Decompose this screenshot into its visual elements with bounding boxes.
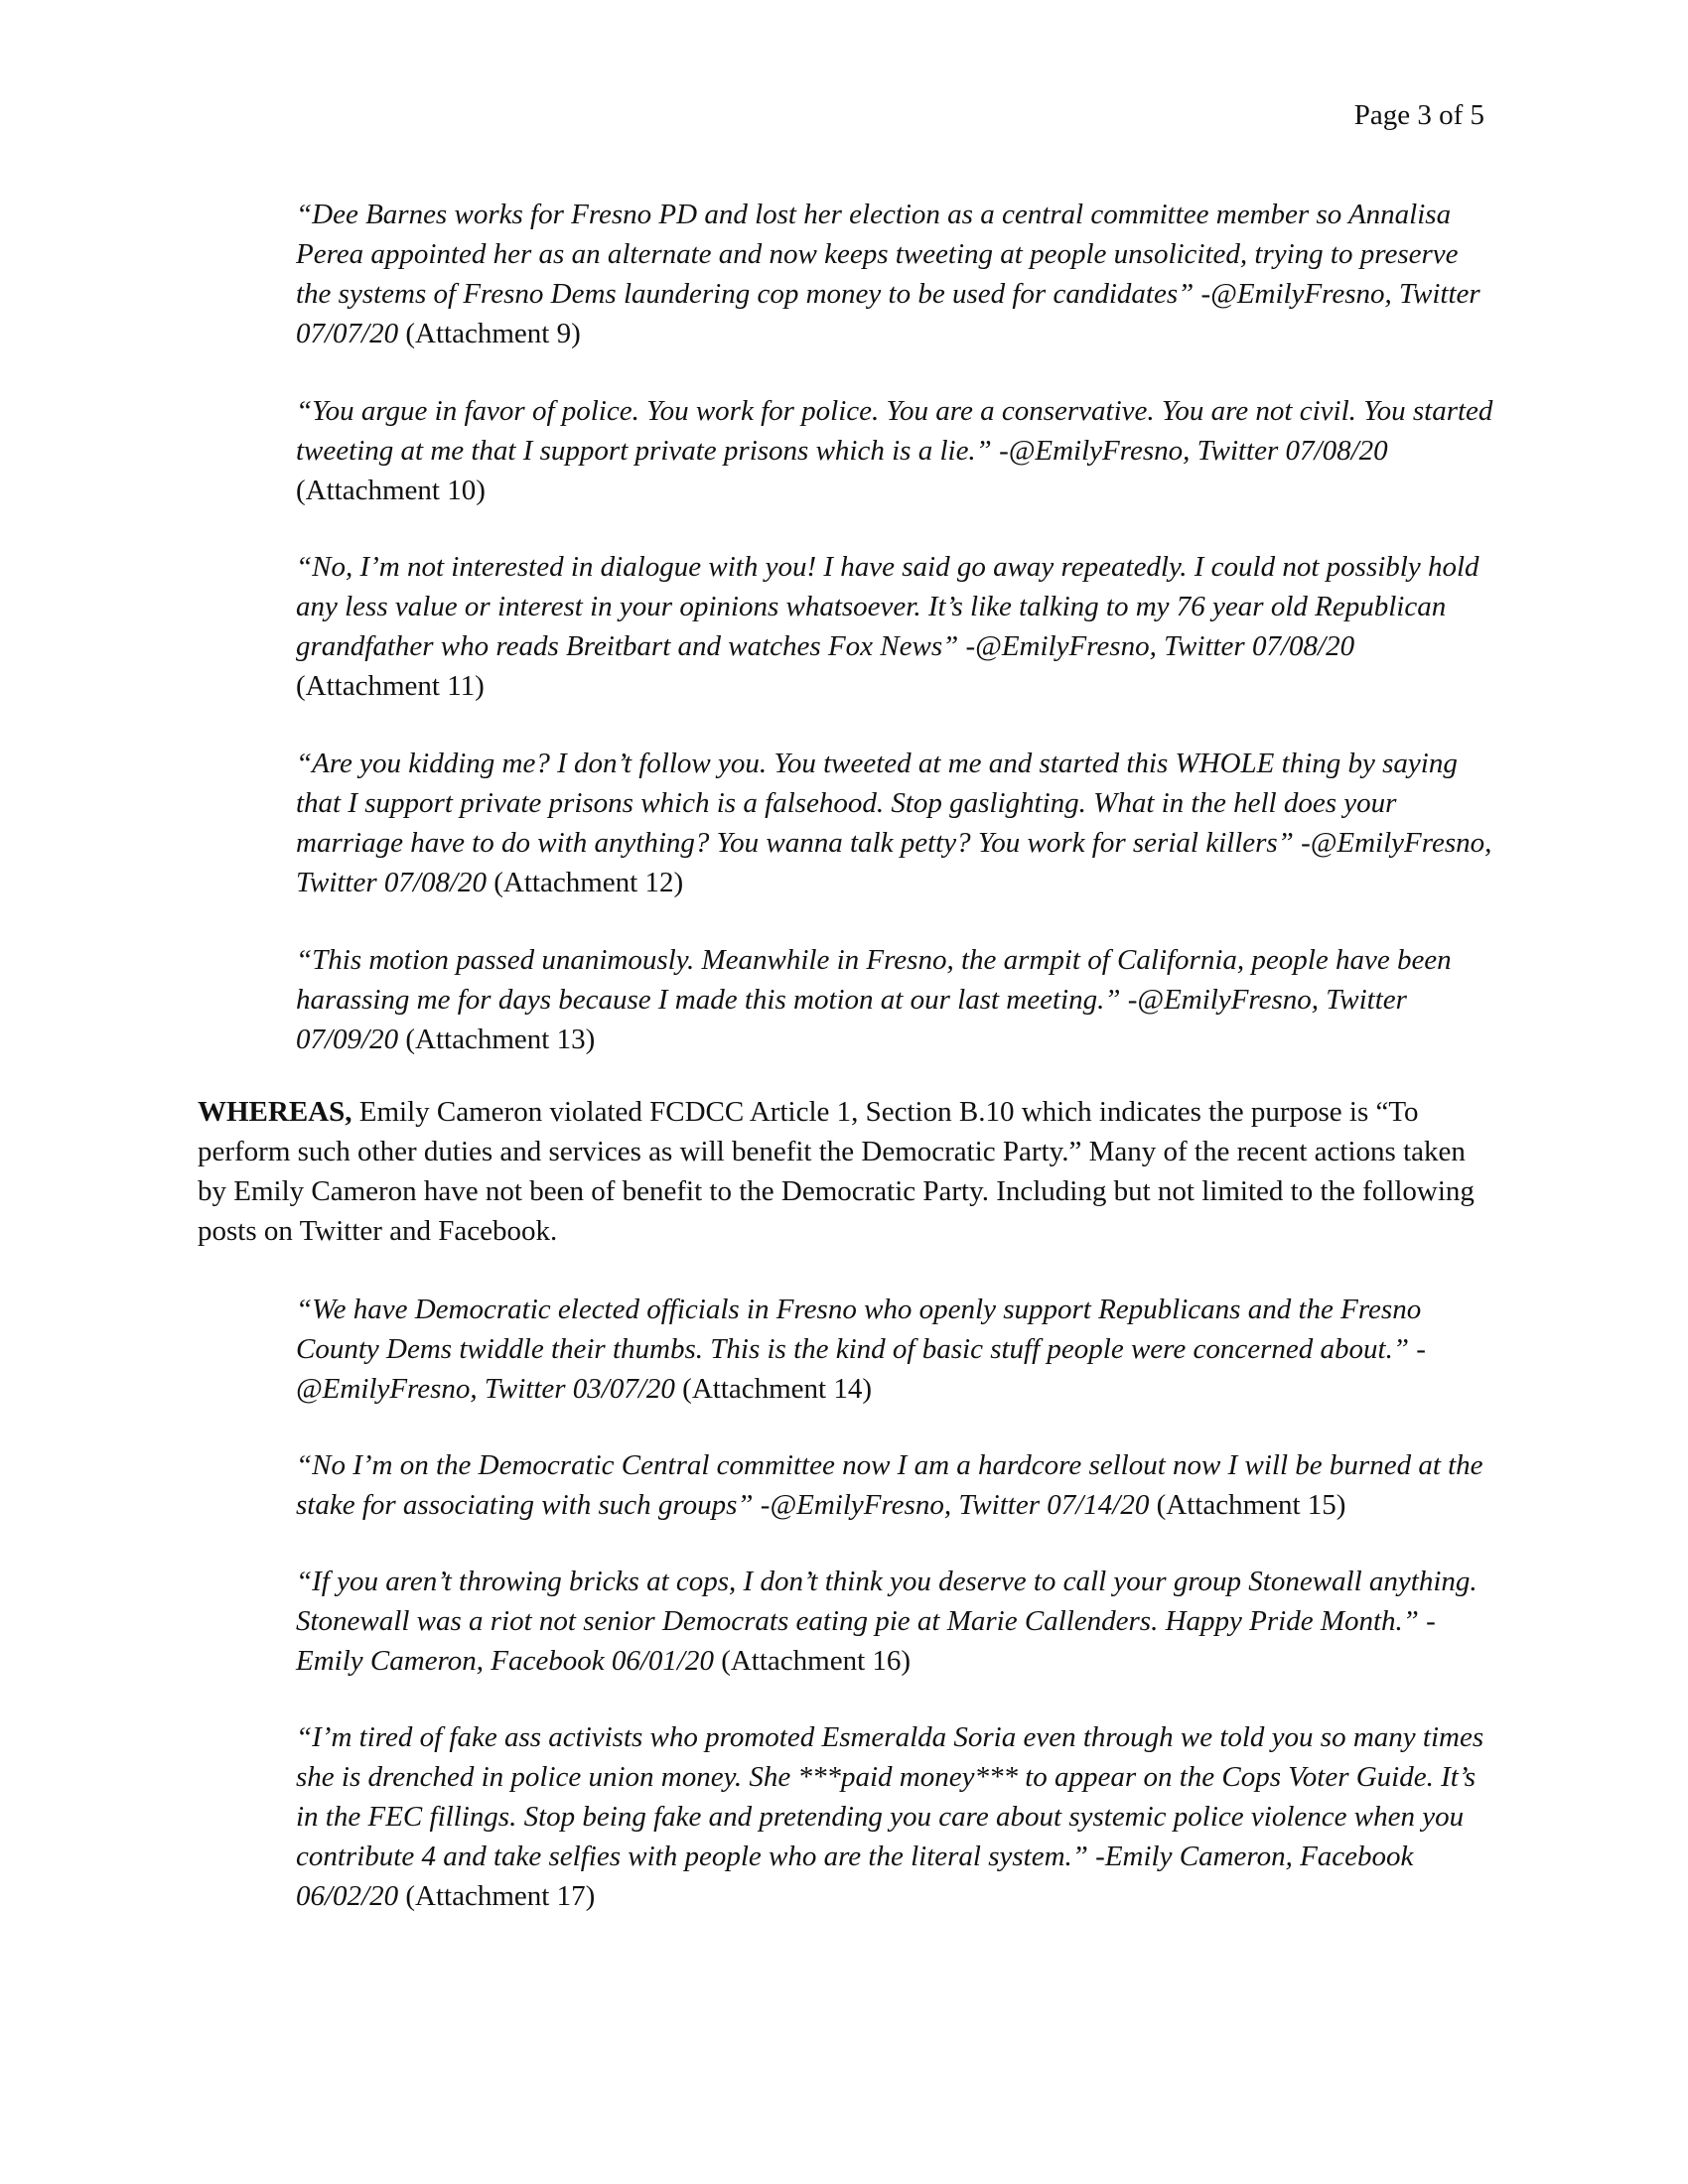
whereas-clause [198,1092,1498,1251]
quote-text: “No, I’m not interested in dialogue with you! I have said go away repeatedly. I could not possibly hold any less value or interest in your opinions whatsoever. It’s like talking to my 76 year old Republican grandfather who reads Breitbart and watches Fox News” -@EmilyFresno, Twitter 07/08/20 [296,551,1479,662]
attachment-reference: (Attachment 17) [405,1880,596,1912]
attachment-reference: (Attachment 11) [296,670,485,702]
attachment-reference: (Attachment 10) [296,475,486,506]
quote-text: “No I’m on the Democratic Central committee now I am a hardcore sellout now I will be burned at the stake for associating with such groups” -@EmilyFresno, Twitter 07/14/20 [296,1449,1483,1521]
attachment-reference: (Attachment 16) [721,1645,912,1677]
quote-text: “We have Democratic elected officials in Fresno who openly support Republicans and the Fresno County Dems twiddle their thumbs. This is the kind of basic stuff people were concerned about.” -@EmilyFresno, Twitter 03/07/20 [296,1294,1426,1405]
attachment-reference: (Attachment 15) [1156,1489,1346,1521]
whereas-body: Emily Cameron violated FCDCC Article 1, Section B.10 which indicates the purpose is “To perform such other duties and services as will benefit the Democratic Party.” Many of the recent actions taken by Emily Cameron have not been of benefit to the Democratic Party. Including but not limited to the following posts on Twitter and Facebook. [198,1096,1475,1247]
page-number: Page 3 of 5 [1353,99,1484,131]
attachment-reference: (Attachment 13) [405,1024,596,1055]
attachment-reference: (Attachment 14) [682,1373,873,1405]
quote-block [296,1290,1493,1409]
quote-text: “Dee Barnes works for Fresno PD and lost her election as a central committee member so Annalisa Perea appointed her as an alternate and now keeps tweeting at people unsolicited, trying to preserve the systems of Fresno Dems laundering cop money to be used for candidates” -@EmilyFresno, Twitter 07/07/20 [296,199,1480,349]
quote-text: “If you aren’t throwing bricks at cops, I don’t think you deserve to call your group Stonewall anything. Stonewall was a riot not senior Democrats eating pie at Marie Callenders. Happy Pride Month.” -Emily Cameron, Facebook 06/01/20 [296,1566,1477,1677]
quote-text: “You argue in favor of police. You work for police. You are a conservative. You are not civil. You started tweeting at me that I support private prisons which is a lie.” -@EmilyFresno, Twitter 07/08/20 [296,395,1493,467]
attachment-reference: (Attachment 9) [405,318,581,349]
quote-block [296,391,1493,510]
quote-block [296,1562,1493,1681]
whereas-lead: WHEREAS, [198,1096,352,1128]
quote-text: “Are you kidding me? I don’t follow you. You tweeted at me and started this WHOLE thing by saying that I support private prisons which is a falsehood. Stop gaslighting. What in the hell does your marriage have to do with anything? You wanna talk petty? You work for serial killers” -@EmilyFresno, Twitter 07/08/20 [296,748,1492,898]
quote-block [296,744,1493,902]
attachment-reference: (Attachment 12) [493,867,684,898]
quote-block [296,1717,1493,1916]
quote-block [296,195,1493,353]
quote-text: “This motion passed unanimously. Meanwhile in Fresno, the armpit of California, people have been harassing me for days because I made this motion at our last meeting.” -@EmilyFresno, Twitter 07/09/20 [296,944,1452,1055]
quote-block [296,1445,1493,1525]
quote-text: “I’m tired of fake ass activists who promoted Esmeralda Soria even through we told you so many times she is drenched in police union money. She ***paid money*** to appear on the Cops Voter Guide. It’s in the FEC fillings. Stop being fake and pretending you care about systemic police violence when you contribute 4 and take selfies with people who are the literal system.” -Emily Cameron, Facebook 06/02/20 [296,1721,1484,1912]
quote-block [296,547,1493,706]
quote-block [296,940,1493,1059]
